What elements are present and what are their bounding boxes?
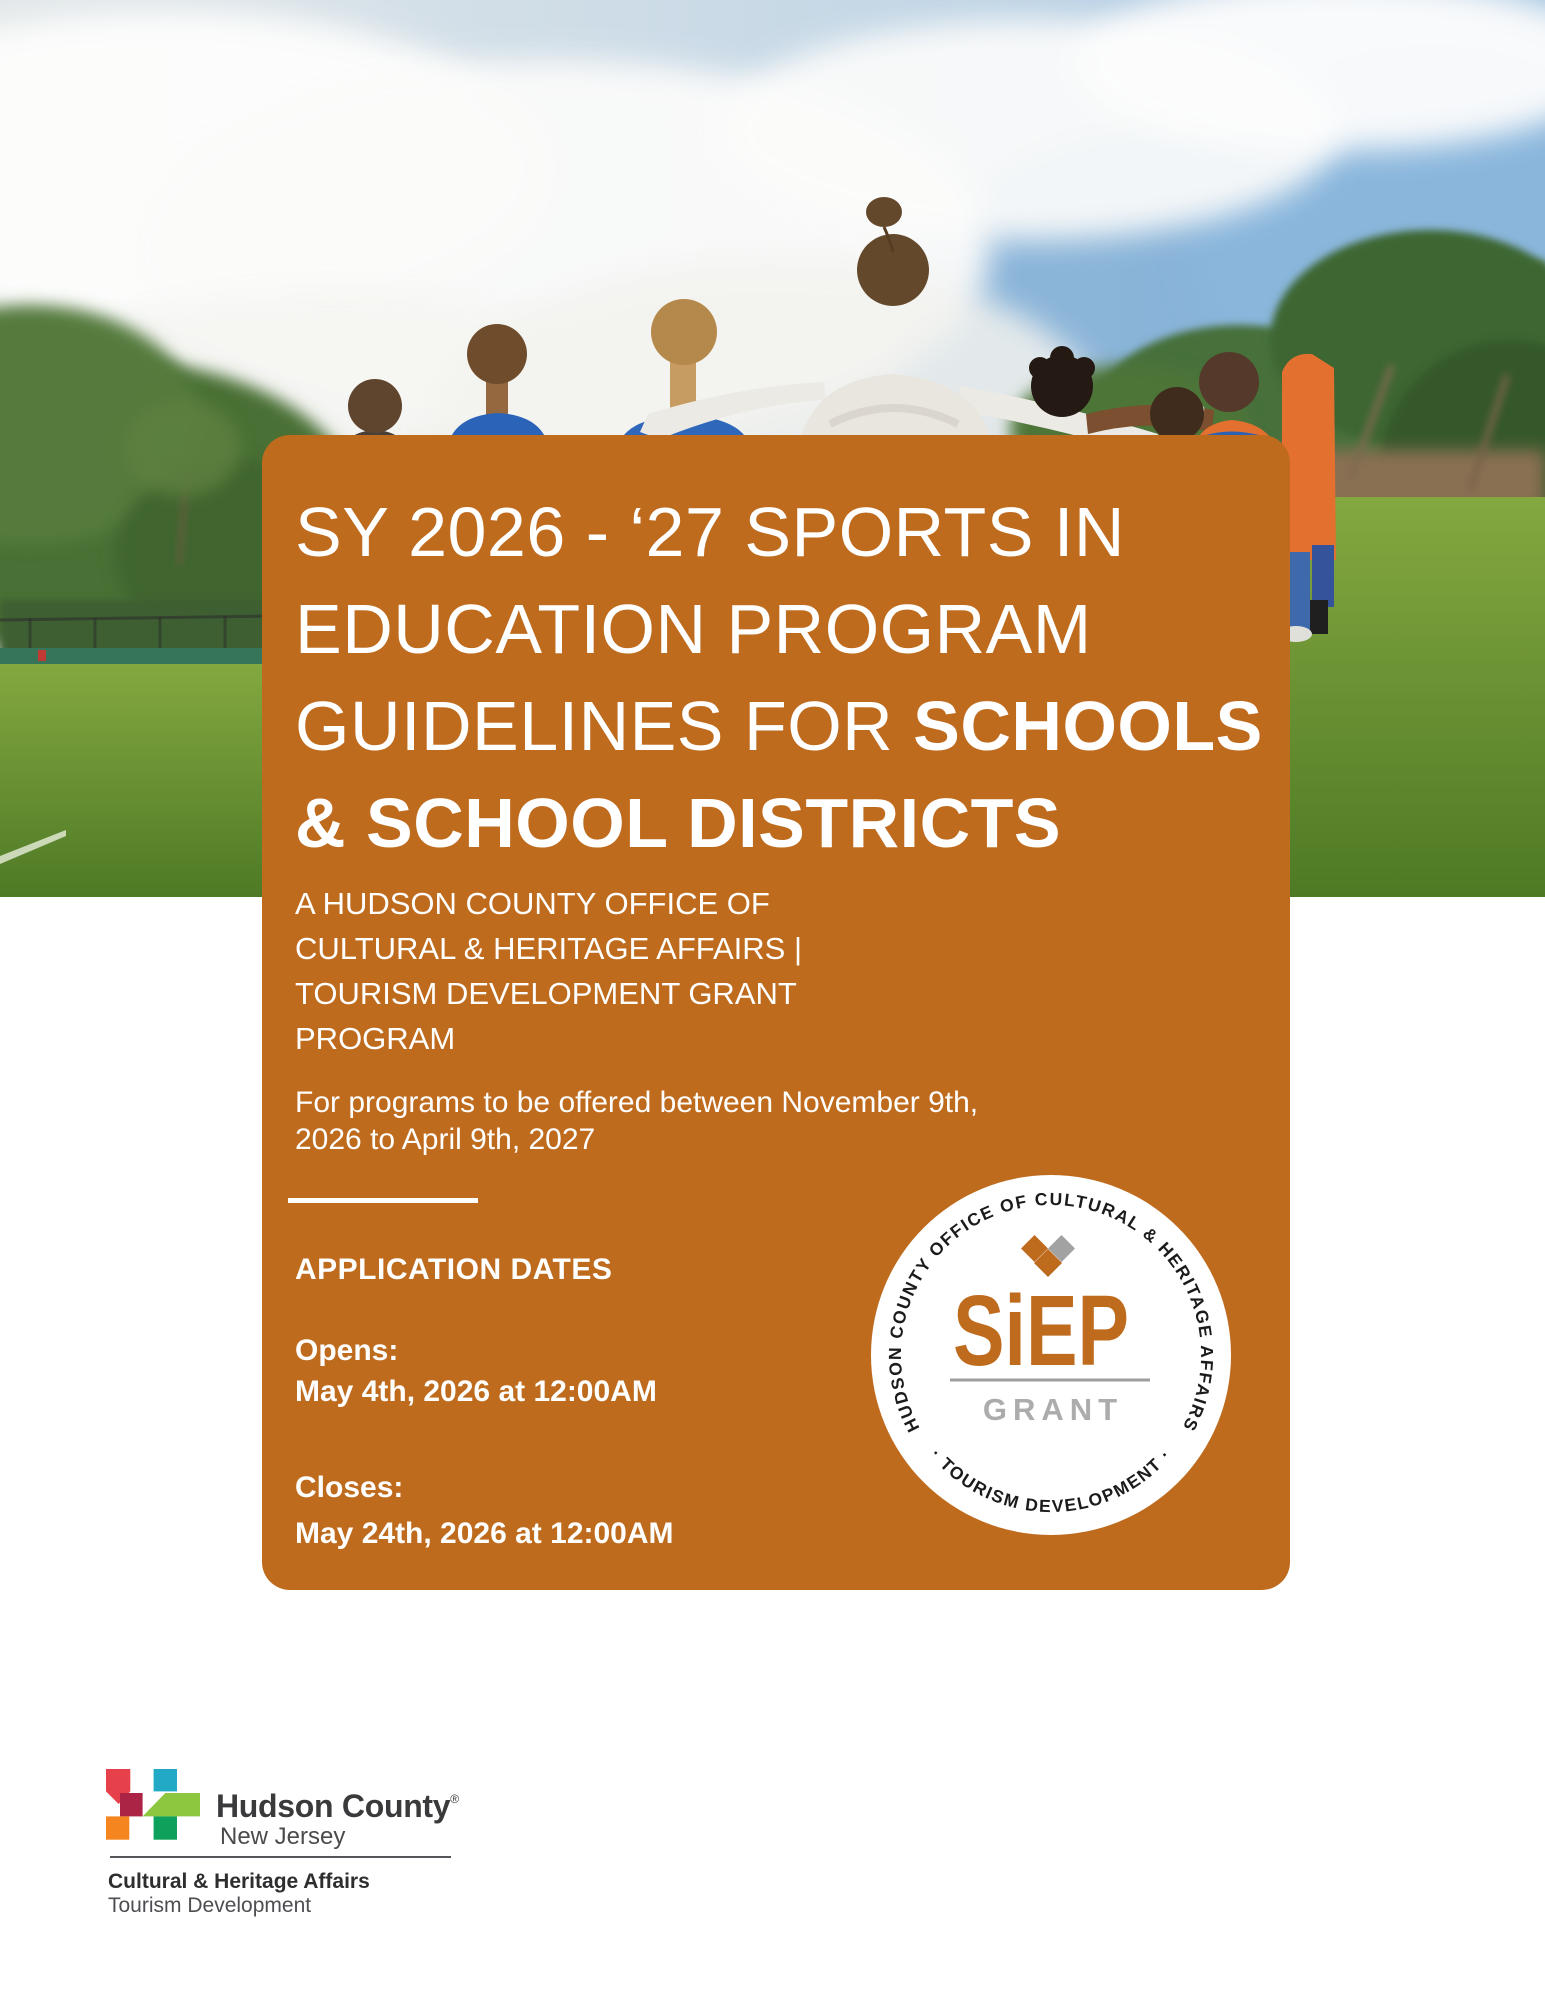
hero-card	[262, 435, 1290, 1590]
badge-arc-top-text: HUDSON COUNTY OFFICE OF CULTURAL & HERITAGE AFFAIRS	[884, 1188, 1218, 1436]
title-line-4: & SCHOOL DISTRICTS	[295, 784, 1062, 862]
footer-dept-primary: Cultural & Heritage Affairs	[108, 1870, 370, 1893]
page-title	[295, 484, 1263, 872]
footer-dept-secondary: Tourism Development	[108, 1894, 312, 1917]
title-line-3: GUIDELINES FOR SCHOOLS	[295, 687, 1263, 765]
program-subtitle: A HUDSON COUNTY OFFICE OF CULTURAL & HERITAGE AFFAIRS | TOURISM DEVELOPMENT GRANT PROGRAM	[295, 886, 803, 1056]
program-window-dates: For programs to be offered between November 9th, 2026 to April 9th, 2027	[295, 1086, 979, 1156]
opens-label: Opens:	[295, 1334, 399, 1367]
application-closes	[295, 1465, 674, 1557]
footer-divider	[110, 1856, 451, 1858]
badge-arc-bottom-text: · TOURISM DEVELOPMENT ·	[926, 1444, 1176, 1517]
opens-value: May 4th, 2026 at 12:00AM	[295, 1375, 657, 1408]
hudson-county-logo-icon	[106, 1769, 200, 1840]
badge-acronym: SiEP	[953, 1275, 1129, 1387]
registered-mark: ®	[450, 1792, 459, 1806]
badge-grant-label: GRANT	[982, 1392, 1124, 1427]
footer-org-name: Hudson County®	[216, 1788, 459, 1824]
application-opens	[295, 1330, 657, 1412]
closes-label: Closes:	[295, 1471, 404, 1504]
siep-grant-badge	[871, 1175, 1231, 1535]
closes-value: May 24th, 2026 at 12:00AM	[295, 1517, 674, 1550]
footer-region: New Jersey	[220, 1823, 346, 1850]
divider-line	[288, 1198, 478, 1203]
field-left	[0, 616, 272, 897]
title-line-1: SY 2026 - ‘27 SPORTS IN	[295, 493, 1125, 571]
application-dates-heading: APPLICATION DATES	[295, 1253, 613, 1286]
title-line-2: EDUCATION PROGRAM	[295, 590, 1092, 668]
